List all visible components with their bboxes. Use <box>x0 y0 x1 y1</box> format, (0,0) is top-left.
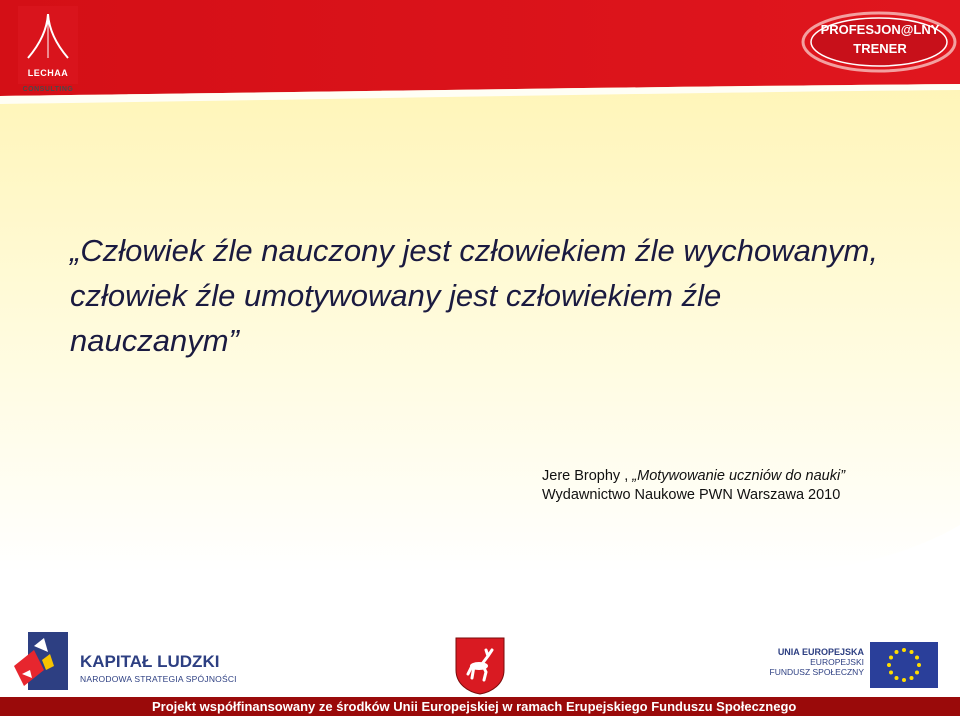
eu-label-line3: FUNDUSZ SPOŁECZNY <box>769 667 864 677</box>
lechaa-logo-name: LECHAA <box>27 68 69 78</box>
footer-bar-text: Projekt współfinansowany ze środków Unii Europejskiej w ramach Erupejskiego Funduszu Społecznego <box>152 699 797 714</box>
eu-label-line1: UNIA EUROPEJSKA <box>777 647 864 657</box>
eu-label-line2: EUROPEJSKI <box>810 657 864 667</box>
citation <box>542 467 942 505</box>
citation-publisher: Wydawnictwo Naukowe PWN Warszawa 2010 <box>542 487 841 503</box>
eu-label <box>760 647 864 677</box>
lechaa-logo <box>18 6 78 96</box>
lechaa-logo-subtitle: CONSULTING <box>22 86 74 93</box>
citation-line-1 <box>542 467 942 486</box>
kapital-ludzki-logo <box>14 630 237 692</box>
deer-crest-icon <box>452 636 508 696</box>
quote-text: „Człowiek źle nauczony jest człowiekiem źle wychowanym, człowiek źle umotywowany jest człowiekiem źle nauczanym” <box>70 233 878 358</box>
lubelskie-crest <box>452 636 508 696</box>
trener-logo-line2: TRENER <box>853 41 907 56</box>
footer-bar <box>0 697 960 716</box>
citation-author: Jere Brophy , <box>542 468 629 484</box>
profesjonalny-trener-logo <box>800 10 958 78</box>
trener-logo-line1: PROFESJON@LNY <box>820 22 940 37</box>
tower-icon <box>18 6 78 66</box>
eu-flag-icon <box>870 642 938 688</box>
kapital-ludzki-emblem-icon <box>14 630 74 692</box>
kapital-ludzki-subtitle: NARODOWA STRATEGIA SPÓJNOŚCI <box>80 674 237 684</box>
citation-work: „Motywowanie uczniów do nauki” <box>632 468 846 484</box>
kapital-ludzki-title: KAPITAŁ LUDZKI <box>80 652 220 671</box>
